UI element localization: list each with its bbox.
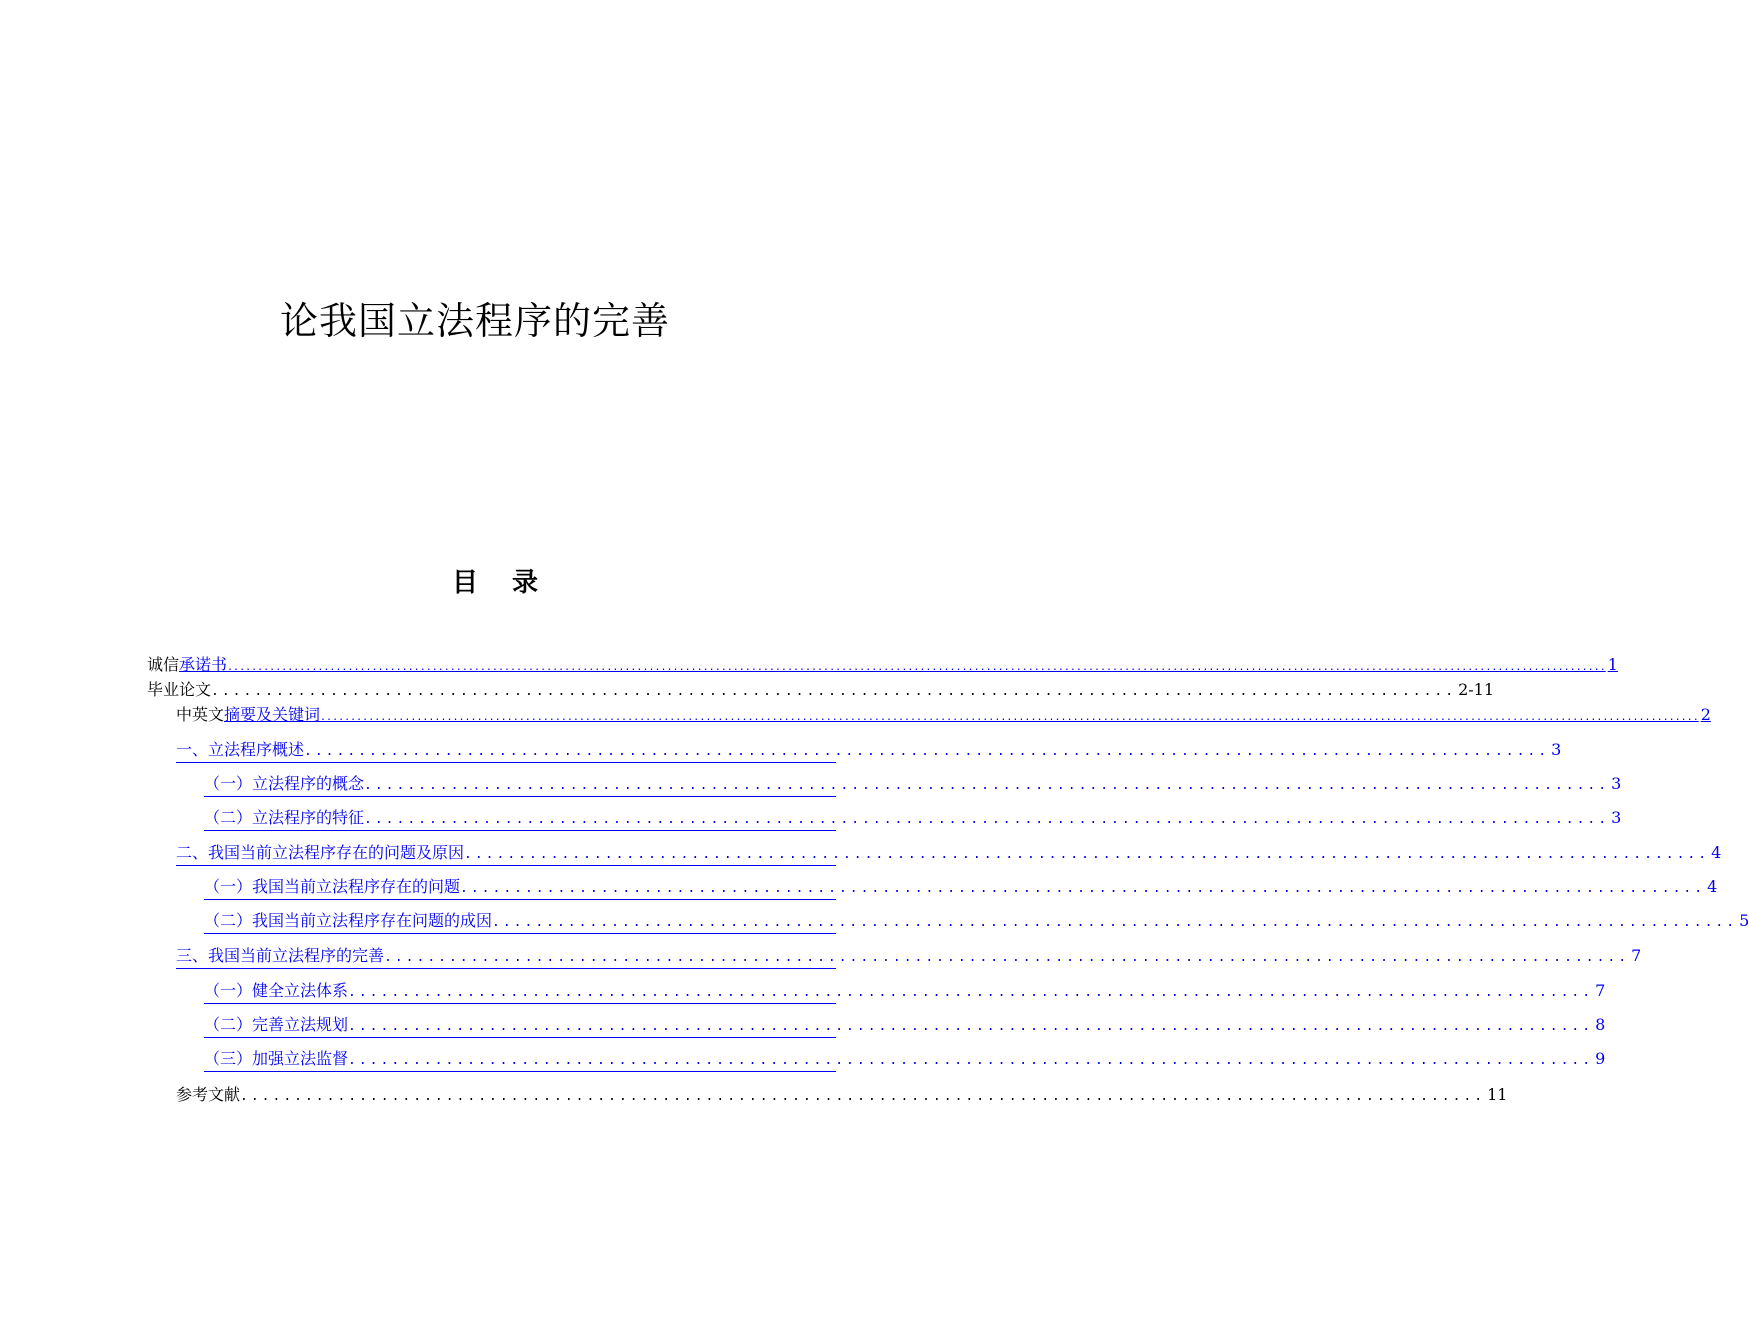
toc-page-number: 3 <box>1611 808 1622 827</box>
toc-heading <box>0 562 990 599</box>
toc-link-section-2-2[interactable] <box>204 911 1749 934</box>
toc-entry-references[interactable] <box>176 1084 1508 1106</box>
toc-entry-abstract[interactable] <box>176 704 1711 726</box>
toc-leader: ................................................................................................................... <box>492 915 1738 930</box>
document-title: 论我国立法程序的完善 <box>279 299 670 343</box>
toc-entry-promise[interactable] <box>147 654 1618 676</box>
toc-page-number: 9 <box>1595 1049 1606 1068</box>
toc-leader: ................................................................................................................... <box>460 881 1706 896</box>
toc-entry-text: （二）立法程序的特征 <box>204 808 365 827</box>
toc-leader: ..................................................................................................................................................................................................................................... <box>227 662 1606 673</box>
toc-page-number: 3 <box>1551 740 1562 759</box>
toc-link-promise[interactable]: 承诺书 <box>179 655 228 674</box>
toc-entry-text: 一、立法程序概述 <box>176 740 305 759</box>
toc-leader: ................................................................................................................... <box>464 847 1710 862</box>
toc-leader: ................................................................................................................... <box>364 778 1610 793</box>
toc-entry-text: 毕业论文 <box>147 680 212 699</box>
toc-entry-text: 三、我国当前立法程序的完善 <box>176 946 385 965</box>
toc-page-number: 2 <box>1700 705 1711 724</box>
toc-entry-text: （一）立法程序的概念 <box>204 774 365 793</box>
toc-entry-text: （三）加强立法监督 <box>204 1049 349 1068</box>
toc-page-number: 7 <box>1631 946 1642 965</box>
toc-entry-prefix: 诚信 <box>147 655 180 674</box>
toc-entry-text: 参考文献 <box>176 1085 241 1104</box>
toc-link-section-2[interactable] <box>176 843 1722 866</box>
toc-entry-prefix: 中英文 <box>176 705 225 724</box>
toc-leader: ................................................................................................................... <box>240 1089 1486 1104</box>
toc-heading-left: 目 <box>451 568 478 598</box>
toc-link-section-3-2[interactable] <box>204 1015 1606 1038</box>
toc-entry-text: （二）完善立法规划 <box>204 1015 349 1034</box>
toc-page-number: 8 <box>1595 1015 1606 1034</box>
toc-link-section-2-1[interactable] <box>204 877 1718 900</box>
toc-leader: ................................................................................................................... <box>348 1019 1594 1034</box>
toc-leader: ................................................................................................................... <box>348 985 1594 1000</box>
toc-entry-text: 二、我国当前立法程序存在的问题及原因 <box>176 843 465 862</box>
toc-page-number: 1 <box>1607 655 1618 674</box>
toc-page-number: 3 <box>1611 774 1622 793</box>
toc-leader: ................................................................................................................... <box>364 812 1610 827</box>
toc-link-section-1[interactable] <box>176 740 1562 763</box>
toc-entry-text: （一）我国当前立法程序存在的问题 <box>204 877 461 896</box>
toc-link-section-3-3[interactable] <box>204 1049 1606 1072</box>
toc-link-section-1-1[interactable] <box>204 774 1622 797</box>
toc-link-abstract[interactable]: 摘要及关键词 <box>224 705 321 724</box>
toc-heading-right: 录 <box>512 568 539 598</box>
toc-leader: ..................................................................................................................................................................................................................................... <box>320 712 1699 723</box>
toc-leader: ................................................................................................................... <box>384 950 1630 965</box>
toc-entry-text: （二）我国当前立法程序存在问题的成因 <box>204 911 493 930</box>
toc-leader: ................................................................................................................... <box>348 1053 1594 1068</box>
toc-link-section-1-2[interactable] <box>204 808 1622 831</box>
toc-page-number: 5 <box>1739 911 1749 930</box>
toc-page-number: 11 <box>1487 1085 1508 1104</box>
toc-page-number: 7 <box>1595 981 1606 1000</box>
toc-entry-text: （一）健全立法体系 <box>204 981 349 1000</box>
toc-link-section-3-1[interactable] <box>204 981 1606 1004</box>
toc-link-section-3[interactable] <box>176 946 1642 969</box>
toc-page-number: 4 <box>1707 877 1718 896</box>
toc-leader: ................................................................................................................... <box>211 684 1457 699</box>
toc-page-number: 4 <box>1711 843 1722 862</box>
toc-page-number: 2-11 <box>1458 680 1495 699</box>
toc-entry-thesis[interactable] <box>147 679 1495 701</box>
toc-leader: ................................................................................................................... <box>304 744 1550 759</box>
